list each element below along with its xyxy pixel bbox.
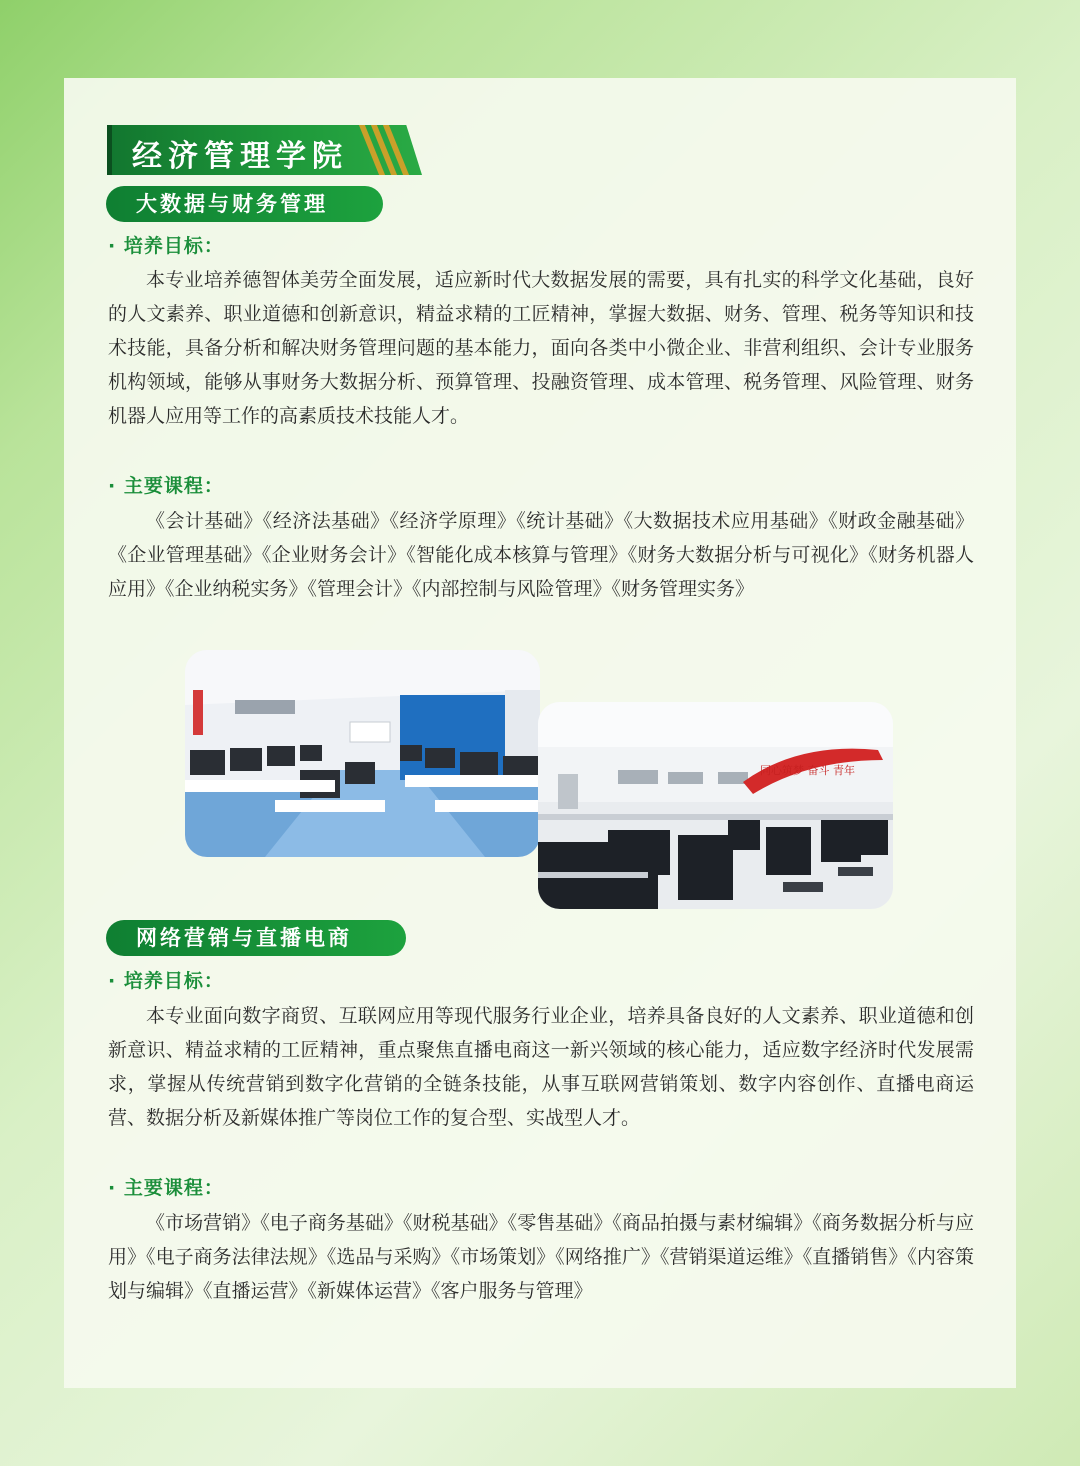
lab-photo-1	[185, 650, 540, 857]
course-heading: · 主要课程：	[108, 1177, 224, 1199]
goal-text: 本专业培养德智体美劳全面发展，适应新时代大数据发展的需要，具有扎实的科学文化基础，良好的人文素养、职业道德和创新意识，精益求精的工匠精神，掌握大数据、财务、管理、税务等知识和技术技能，具备分析和解决财务管理问题的基本能力，面向各类中小微企业、非营利组织、会计专业服务机构领域，能够从事财务大数据分析、预算管理、投融资管理、成本管理、税务管理、风险管理、财务机器人应用等工作的高素质技术技能人才。	[108, 269, 974, 427]
lab-photo-2-image	[538, 702, 893, 909]
lab-photo-2	[538, 702, 893, 909]
major-title-big-data-finance: 大数据与财务管理	[106, 186, 383, 222]
lab-photo-1-image	[185, 650, 540, 857]
course-heading: · 主要课程：	[108, 475, 224, 497]
college-title: 经济管理学院	[132, 139, 348, 174]
course-text: 《市场营销》《电子商务基础》《财税基础》《零售基础》《商品拍摄与素材编辑》《商务数据分析与应用》《电子商务法律法规》《选品与采购》《市场策划》《网络推广》《营销渠道运维》《直播销售》《内容策划与编辑》《直播运营》《新媒体运营》《客户服务与管理》	[108, 1212, 974, 1302]
goal-text: 本专业面向数字商贸、互联网应用等现代服务行业企业，培养具备良好的人文素养、职业道德和创新意识、精益求精的工匠精神，重点聚焦直播电商这一新兴领域的核心能力，适应数字经济时代发展需求，掌握从传统营销到数字化营销的全链条技能，从事互联网营销策划、数字内容创作、直播电商运营、数据分析及新媒体推广等岗位工作的复合型、实战型人才。	[108, 1005, 974, 1129]
goal-heading: · 培养目标：	[108, 970, 224, 992]
wall-sign	[193, 690, 203, 735]
banner-edge	[107, 125, 112, 175]
course-text: 《会计基础》《经济法基础》《经济学原理》《统计基础》《大数据技术应用基础》《财政金融基础》《企业管理基础》《企业财务会计》《智能化成本核算与管理》《财务大数据分析与可视化》《财务机器人应用》《企业纳税实务》《管理会计》《内部控制与风险管理》《财务管理实务》	[108, 510, 974, 600]
goal-heading: · 培养目标：	[108, 235, 224, 257]
slogan-text: 同心筑梦 奋斗 青年	[760, 764, 855, 777]
major-title-network-marketing: 网络营销与直播电商	[106, 920, 406, 956]
